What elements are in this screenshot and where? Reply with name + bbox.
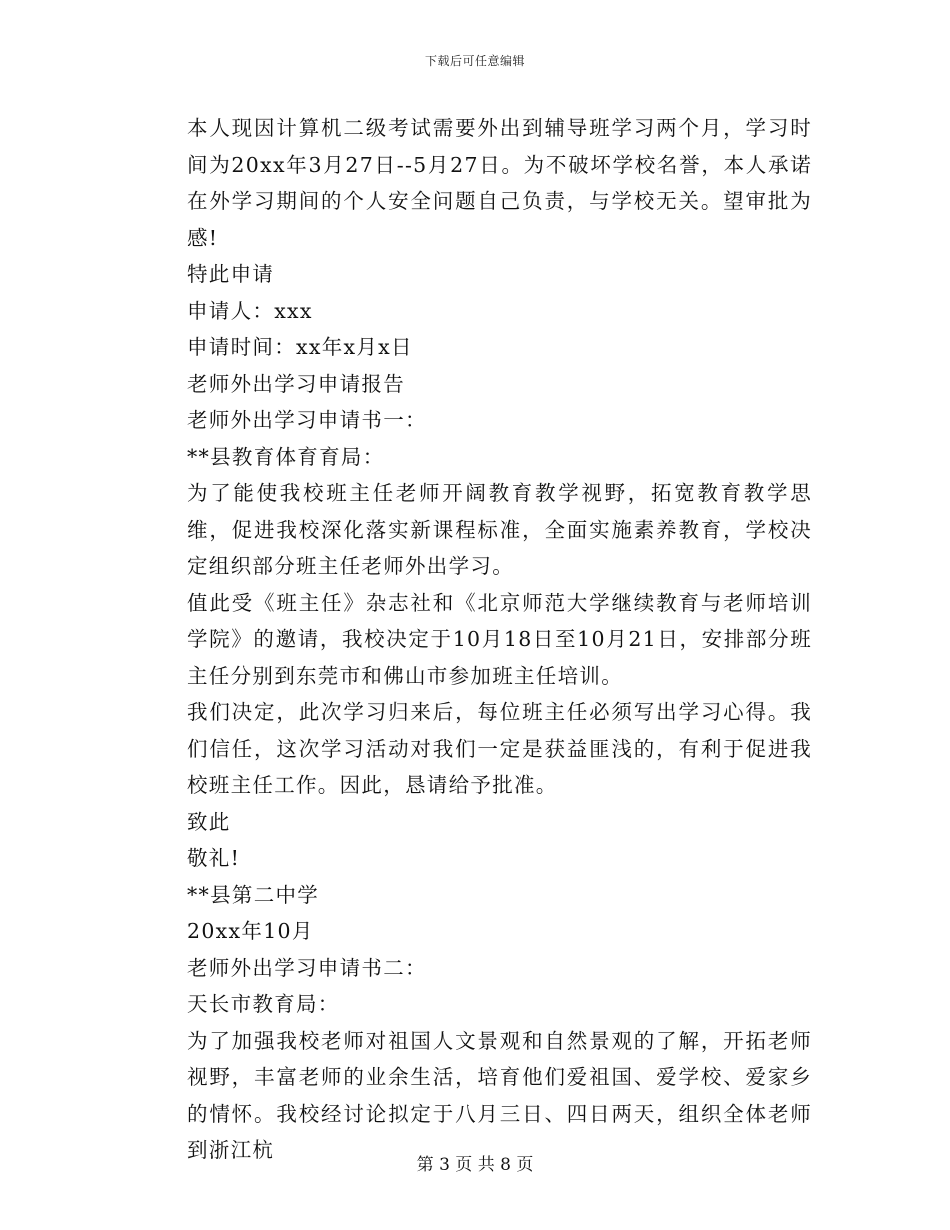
paragraph: 申请时间：xx年x月x日 — [187, 335, 413, 359]
page-number: 第 3 页 共 8 页 — [416, 1155, 534, 1175]
closing: 敬礼! — [187, 846, 241, 870]
document-body — [142, 110, 812, 1169]
paragraph: 我们决定，此次学习归来后，每位班主任必须写出学习心得。我们信任，这次学习活动对我们一定是获益匪浅的，有利于促进我校班主任工作。因此，恳请给予批准。 — [187, 700, 812, 797]
signature: **县第二中学 — [187, 882, 320, 907]
paragraph: 为了能使我校班主任老师开阔教育教学视野，拓宽教育教学思维，促进我校深化落实新课程标准，全面实施素养教育，学校决定组织部分班主任老师外出学习。 — [187, 481, 812, 578]
paragraph: 本人现因计算机二级考试需要外出到辅导班学习两个月，学习时间为20xx年3月27日--5月27日。为不破坏学校名誉，本人承诺在外学习期间的个人安全问题自己负责，与学校无关。望审批为感! — [187, 116, 812, 250]
section-title: 老师外出学习申请报告 — [187, 371, 405, 396]
recipient: 天长市教育局： — [187, 992, 340, 1016]
page-footer — [0, 1154, 950, 1176]
closing: 致此 — [187, 809, 231, 834]
paragraph: 申请人：xxx — [187, 298, 313, 323]
paragraph: 为了加强我校老师对祖国人文景观和自然景观的了解，开拓老师视野，丰富老师的业余生活，培育他们爱祖国、爱学校、爱家乡的情怀。我校经讨论拟定于八月三日、四日两天，组织全体老师到浙江杭 — [187, 1028, 812, 1162]
date: 20xx年10月 — [187, 919, 314, 943]
paragraph: 特此申请 — [187, 262, 275, 286]
recipient: **县教育体育育局： — [187, 444, 385, 469]
page-header: 下载后可任意编辑 — [424, 54, 525, 68]
section-title: 老师外出学习申请书二： — [187, 955, 427, 980]
paragraph: 值此受《班主任》杂志社和《北京师范大学继续教育与老师培训学院》的邀请，我校决定于10月18日至10月21日，安排部分班主任分别到东莞市和佛山市参加班主任培训。 — [187, 590, 812, 688]
section-title: 老师外出学习申请书一： — [187, 408, 427, 432]
